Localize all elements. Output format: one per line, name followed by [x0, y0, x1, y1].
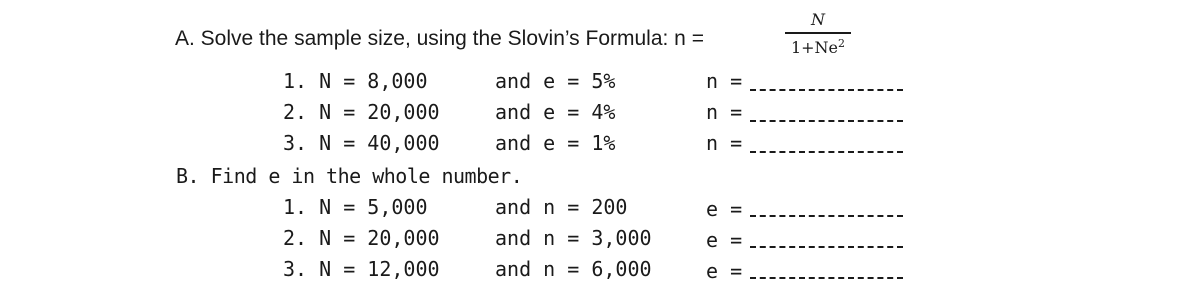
formula-denominator [783, 34, 853, 56]
answer-blank[interactable] [750, 151, 903, 153]
slovin-formula [783, 12, 853, 56]
answer-label: n = [706, 100, 743, 124]
part-a-instruction: A. Solve the sample size, using the Slovin’s Formula: n = [175, 27, 704, 50]
answer-blank[interactable] [750, 215, 903, 217]
item-n-value: 2. N = 20,000 [283, 100, 440, 124]
answer-label: e = [706, 259, 743, 283]
answer-blank[interactable] [750, 277, 903, 279]
item-n-value: 3. N = 12,000 [283, 257, 440, 281]
item-e-value: and e = 5% [495, 69, 616, 93]
formula-numerator: N [811, 10, 825, 29]
item-e-value: and e = 4% [495, 100, 616, 124]
item-n-value: 3. N = 40,000 [283, 131, 440, 155]
formula-denominator-base: 1+Ne [790, 37, 839, 57]
item-given-value: and n = 6,000 [495, 257, 652, 281]
answer-label: n = [706, 69, 743, 93]
item-n-value: 1. N = 5,000 [283, 195, 428, 219]
item-given-value: and n = 3,000 [495, 226, 652, 250]
item-n-value: 1. N = 8,000 [283, 69, 428, 93]
item-n-value: 2. N = 20,000 [283, 226, 440, 250]
formula-denominator-exponent: 2 [838, 36, 846, 50]
part-b-instruction: B. Find e in the whole number. [176, 164, 523, 188]
answer-blank[interactable] [750, 89, 903, 91]
answer-label: e = [706, 228, 743, 252]
item-e-value: and e = 1% [495, 131, 616, 155]
item-given-value: and n = 200 [495, 195, 628, 219]
answer-blank[interactable] [750, 120, 903, 122]
answer-label: e = [706, 197, 743, 221]
answer-label: n = [706, 131, 743, 155]
answer-blank[interactable] [750, 246, 903, 248]
